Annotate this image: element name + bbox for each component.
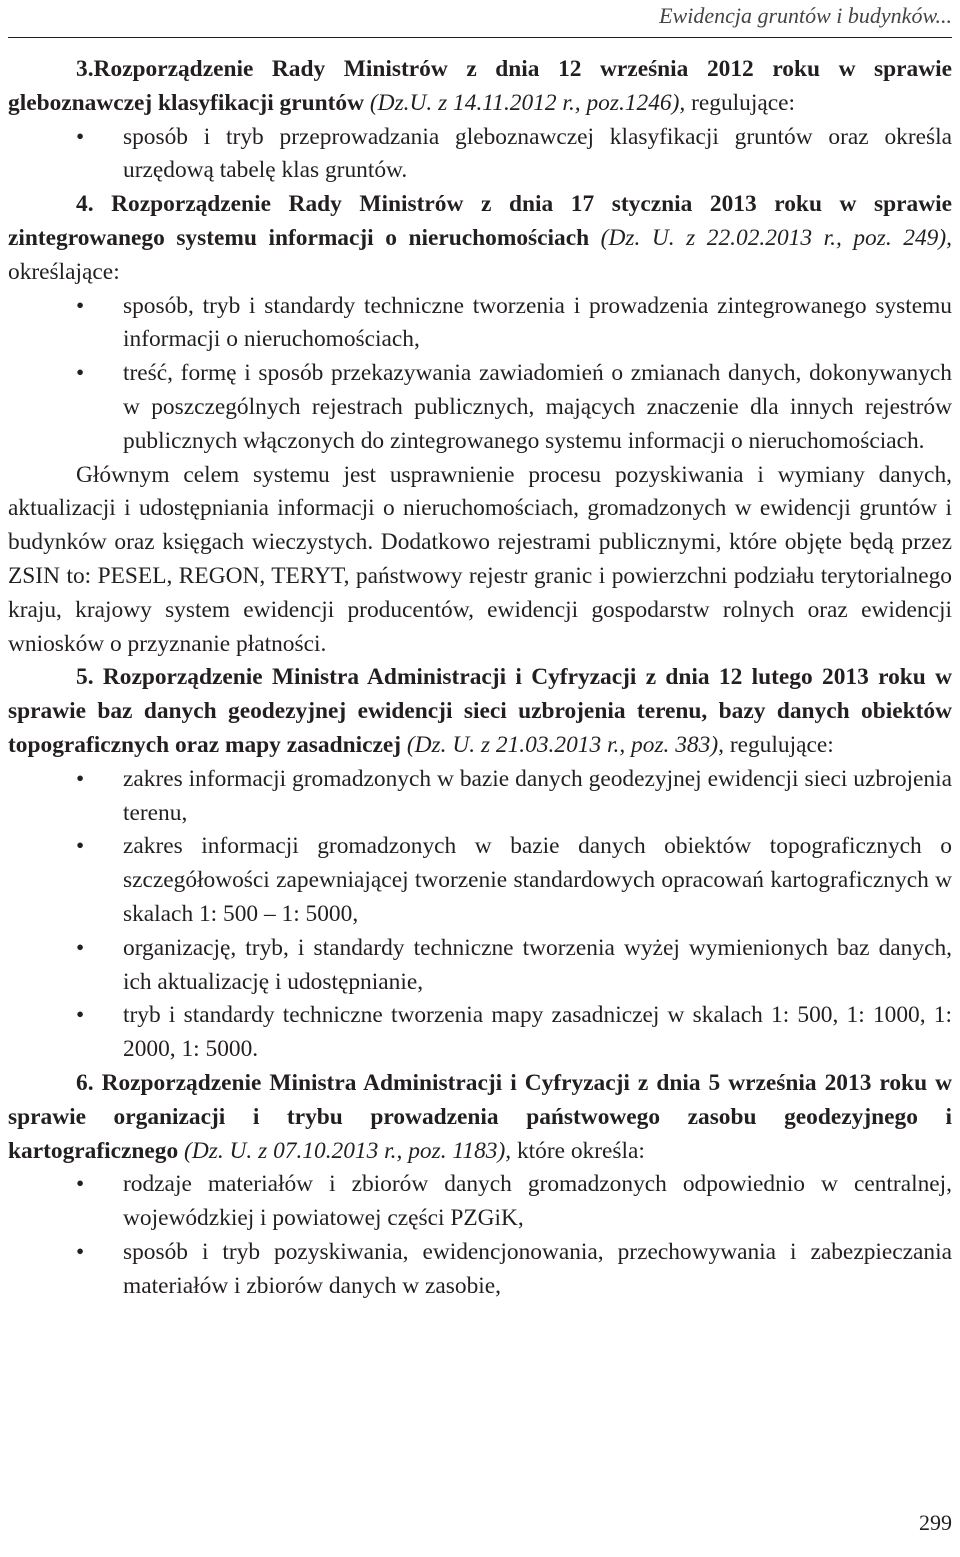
section-5-number: 5. [76, 664, 94, 691]
bullet-icon: • [76, 123, 85, 150]
section-3-list [8, 121, 952, 189]
list-item [8, 121, 952, 189]
body-paragraph: Głównym celem systemu jest usprawnienie procesu pozyskiwania i wymiany danych, aktualizacji i udostępniania informacji o nieruchomościach, gromadzonych w ewidencji gruntów i budynków oraz księgach wieczystych. Dodatkowo rejestrami publicznymi, które objęte będą przez ZSIN to: PESEL, REGON, TERYT, państwowy rejestr granic i powierzchni podziału terytorialnego kraju, krajowy system ewidencji producentów, ewidencji gospodarstw rolnych oraz ewidencji wniosków o przyznanie płatności. [8, 461, 952, 657]
section-6-reference: (Dz. U. z 07.10.2013 r., poz. 1183), [184, 1137, 512, 1164]
section-5-tail: regulujące: [723, 731, 834, 758]
section-3-number: 3. [76, 56, 94, 82]
bullet-icon: • [76, 765, 85, 792]
section-3-heading [8, 53, 952, 121]
section-3-tail: regulujące: [685, 89, 795, 116]
section-5-reference: (Dz. U. z 21.03.2013 r., poz. 383), [406, 731, 724, 758]
bullet-icon: • [76, 360, 85, 387]
section-6-title: Rozporządzenie Ministra Administracji i Cyfryzacji z dnia 5 września 2013 roku w sprawie organizacji i trybu prowadzenia państwowego zasobu geodezyjnego i kartograficznego [8, 1069, 952, 1164]
bullet-icon: • [76, 934, 85, 961]
bullet-icon: • [76, 292, 85, 319]
list-item-text: sposób i tryb pozyskiwania, ewidencjonowania, przechowywania i zabezpieczania materiałów i zbiorów danych w zasobie, [123, 1238, 952, 1299]
section-6-tail: które określa: [511, 1137, 645, 1164]
header-rule [8, 37, 952, 38]
section-3-reference: (Dz.U. z 14.11.2012 r., poz.1246), [369, 89, 686, 116]
list-item [8, 1168, 952, 1236]
section-5-list [8, 763, 952, 1067]
list-item-text: sposób, tryb i standardy techniczne tworzenia i prowadzenia zintegrowanego systemu informacji o nieruchomościach, [123, 292, 952, 353]
section-4-number: 4. [76, 191, 94, 218]
section-5-title: Rozporządzenie Ministra Administracji i Cyfryzacji z dnia 12 lutego 2013 roku w sprawie baz danych geodezyjnej ewidencji sieci uzbrojenia terenu, bazy danych obiektów topograficznych oraz mapy zasadniczej [8, 664, 952, 758]
bullet-icon: • [76, 1238, 85, 1265]
list-item [8, 830, 952, 931]
section-6-heading [8, 1067, 952, 1168]
section-4-reference: (Dz. U. z 22.02.2013 r., poz. 249), [600, 224, 952, 251]
list-item [8, 1236, 952, 1304]
section-4-heading [8, 188, 952, 289]
section-5-heading [8, 661, 952, 762]
list-item-text: zakres informacji gromadzonych w bazie danych geodezyjnej ewidencji sieci uzbrojenia terenu, [123, 765, 952, 826]
list-item [8, 763, 952, 831]
list-item-text: organizację, tryb, i standardy techniczne tworzenia wyżej wymienionych baz danych, ich aktualizację i udostępnianie, [123, 934, 952, 995]
bullet-icon: • [76, 833, 85, 860]
list-item-text: tryb i standardy techniczne tworzenia mapy zasadniczej w skalach 1: 500, 1: 1000, 1: 2000, 1: 5000. [123, 1002, 952, 1063]
list-item [8, 357, 952, 458]
section-4-title: Rozporządzenie Rady Ministrów z dnia 17 stycznia 2013 roku w sprawie zintegrowanego systemu informacji o nieruchomościach [8, 191, 952, 251]
list-item-text: zakres informacji gromadzonych w bazie danych obiektów topograficznych o szczegółowości zapewniającej tworzenie standardowych opracowań kartograficznych w skalach 1: 500 – 1: 5000, [123, 833, 952, 927]
section-6-list [8, 1168, 952, 1303]
page-content [8, 53, 952, 1303]
bullet-icon: • [76, 1002, 85, 1029]
list-item [8, 290, 952, 358]
list-item [8, 999, 952, 1067]
section-4-list [8, 290, 952, 459]
list-item-text: sposób i tryb przeprowadzania gleboznawczej klasyfikacji gruntów oraz określa urzędową tabelę klas gruntów. [123, 123, 952, 184]
bullet-icon: • [76, 1171, 85, 1198]
page-number: 299 [919, 1510, 952, 1535]
running-header: Ewidencja gruntów i budynków... [659, 3, 952, 28]
list-item [8, 932, 952, 1000]
section-6-number: 6. [76, 1069, 94, 1096]
list-item-text: rodzaje materiałów i zbiorów danych gromadzonych odpowiednio w centralnej, wojewódzkiej i powiatowej części PZGiK, [123, 1171, 952, 1232]
section-3-title: Rozporządzenie Rady Ministrów z dnia 12 września 2012 roku w sprawie gleboznawczej klasyfikacji gruntów [8, 56, 952, 116]
section-4-tail: określające: [8, 258, 120, 285]
list-item-text: treść, formę i sposób przekazywania zawiadomień o zmianach danych, dokonywanych w poszczególnych rejestrach publicznych, mających znaczenie dla innych rejestrów publicznych włączonych do zintegrowanego systemu informacji o nieruchomościach. [123, 360, 952, 454]
